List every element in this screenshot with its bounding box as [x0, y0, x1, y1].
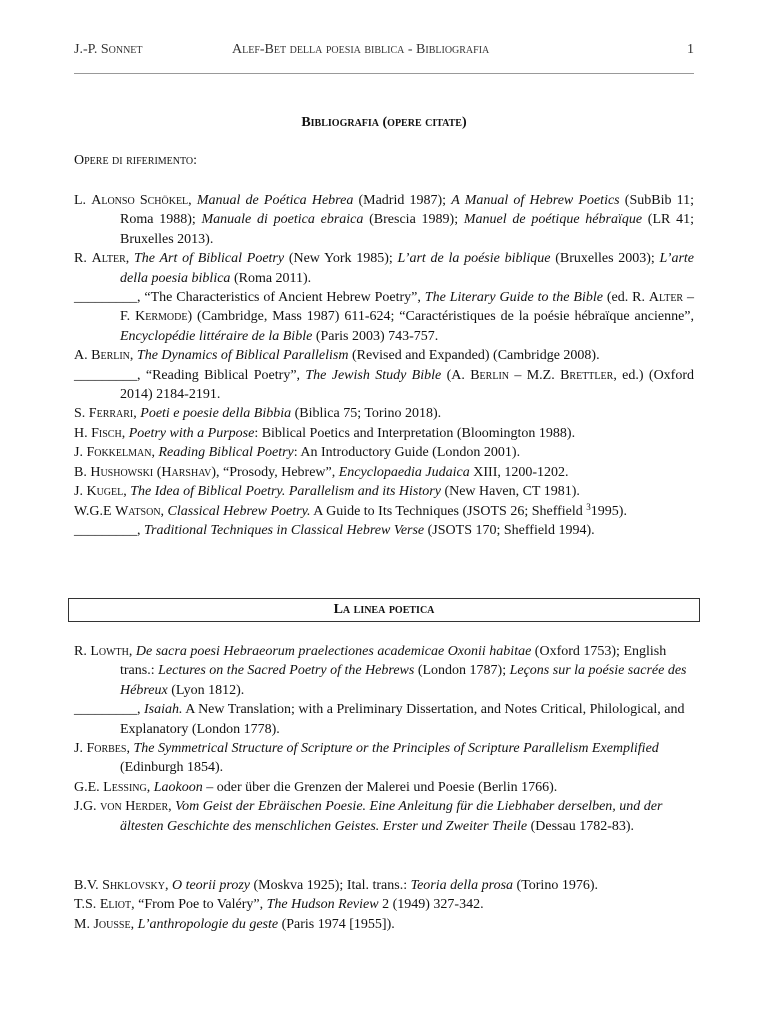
bib-entry: L. Alonso Schökel, Manual de Poética Hebrea (Madrid 1987); A Manual of Hebrew Poetics (SubBib 11; Roma 1988); Manuale di poetica ebraica (Brescia 1989); Manuel de poétique hébraïque (LR 41; Bruxelles 2013).	[74, 193, 694, 247]
bib-entry: R. Lowth, De sacra poesi Hebraeorum praelectiones academicae Oxonii habitae (Oxford 1753); English trans.: Lectures on the Sacred Poetry of the Hebrews (London 1787); Leçons sur la poésie sacrée des Hébreux (Lyon 1812).	[74, 644, 687, 698]
bib-entry: M. Jousse, L’anthropologie du geste (Paris 1974 [1955]).	[74, 916, 395, 932]
bib-entry: B.V. Shklovsky, O teorii prozy (Moskva 1925); Ital. trans.: Teoria della prosa (Torino 1976).	[74, 878, 598, 893]
boxed-section-title: La linea poetica	[68, 598, 700, 622]
bib-entry: H. Fisch, Poetry with a Purpose: Biblical Poetics and Interpretation (Bloomington 1988).	[74, 425, 576, 441]
page-header	[74, 42, 694, 62]
header-title: Alef-Bet della poesia biblica - Bibliografia	[232, 42, 490, 57]
bib-entry: S. Ferrari, Poeti e poesie della Bibbia (Biblica 75; Torino 2018).	[74, 406, 442, 422]
subheading: Opere di riferimento:	[74, 153, 198, 168]
bib-entry: J.G. von Herder, Vom Geist der Ebräischen Poesie. Eine Anleitung für die Liebhaber derselben, und der ältesten Geschichte des menschlichen Geistes. Erster und Zweiter Theile (Dessau 1782-83).	[74, 799, 663, 834]
header-author: J.-P. Sonnet	[74, 42, 143, 57]
bib-entry: W.G.E Watson, Classical Hebrew Poetry. A Guide to Its Techniques (JSOTS 26; Sheffield $^3$1995).	[74, 501, 627, 519]
header-rule	[74, 73, 694, 74]
bib-entry: A. Berlin, The Dynamics of Biblical Parallelism (Revised and Expanded) (Cambridge 2008).	[74, 348, 600, 364]
bib-entry: _________, Traditional Techniques in Classical Hebrew Verse (JSOTS 170; Sheffield 1994).	[74, 522, 595, 538]
bib-entry: _________, “The Characteristics of Ancient Hebrew Poetry”, The Literary Guide to the Bible (ed. R. Alter – F. Kermode) (Cambridge, Mass 1987) 611-624; “Caractéristiques de la poésie hébraïque ancienne”, Encyclopédie littéraire de la Bible (Paris 2003) 743-757.	[74, 290, 695, 344]
bib-entry: J. Kugel, The Idea of Biblical Poetry. Parallelism and its History (New Haven, CT 1981).	[74, 484, 580, 500]
section-title: Bibliografia (opere citate)	[301, 115, 467, 130]
bib-entry: _________, Isaiah. A New Translation; with a Preliminary Dissertation, and Notes Critical, Philological, and Explanatory (London 1778).	[74, 702, 685, 737]
other-works-list	[74, 876, 694, 934]
bib-entry: B. Hushowski (Harshav), “Prosody, Hebrew”, Encyclopaedia Judaica XIII, 1200-1202.	[74, 464, 569, 480]
bib-entry: J. Forbes, The Symmetrical Structure of Scripture or the Principles of Scripture Parallelism Exemplified (Edinburgh 1854).	[74, 741, 659, 776]
bib-entry: J. Fokkelman, Reading Biblical Poetry: An Introductory Guide (London 2001).	[74, 445, 521, 461]
bib-entry: G.E. Lessing, Laokoon – oder über die Grenzen der Malerei und Poesie (Berlin 1766).	[74, 779, 558, 795]
bib-entry: T.S. Eliot, “From Poe to Valéry”, The Hudson Review 2 (1949) 327-342.	[74, 897, 484, 913]
reference-works-list	[74, 191, 694, 540]
bib-entry: _________, “Reading Biblical Poetry”, The Jewish Study Bible (A. Berlin – M.Z. Brettler, ed.) (Oxford 2014) 2184-2191.	[74, 367, 694, 403]
bib-entry: R. Alter, The Art of Biblical Poetry (New York 1985); L’art de la poésie biblique (Bruxelles 2003); L’arte della poesia biblica (Roma 2011).	[74, 251, 695, 286]
poetic-line-list	[74, 642, 694, 836]
page-number: 1	[687, 42, 694, 57]
